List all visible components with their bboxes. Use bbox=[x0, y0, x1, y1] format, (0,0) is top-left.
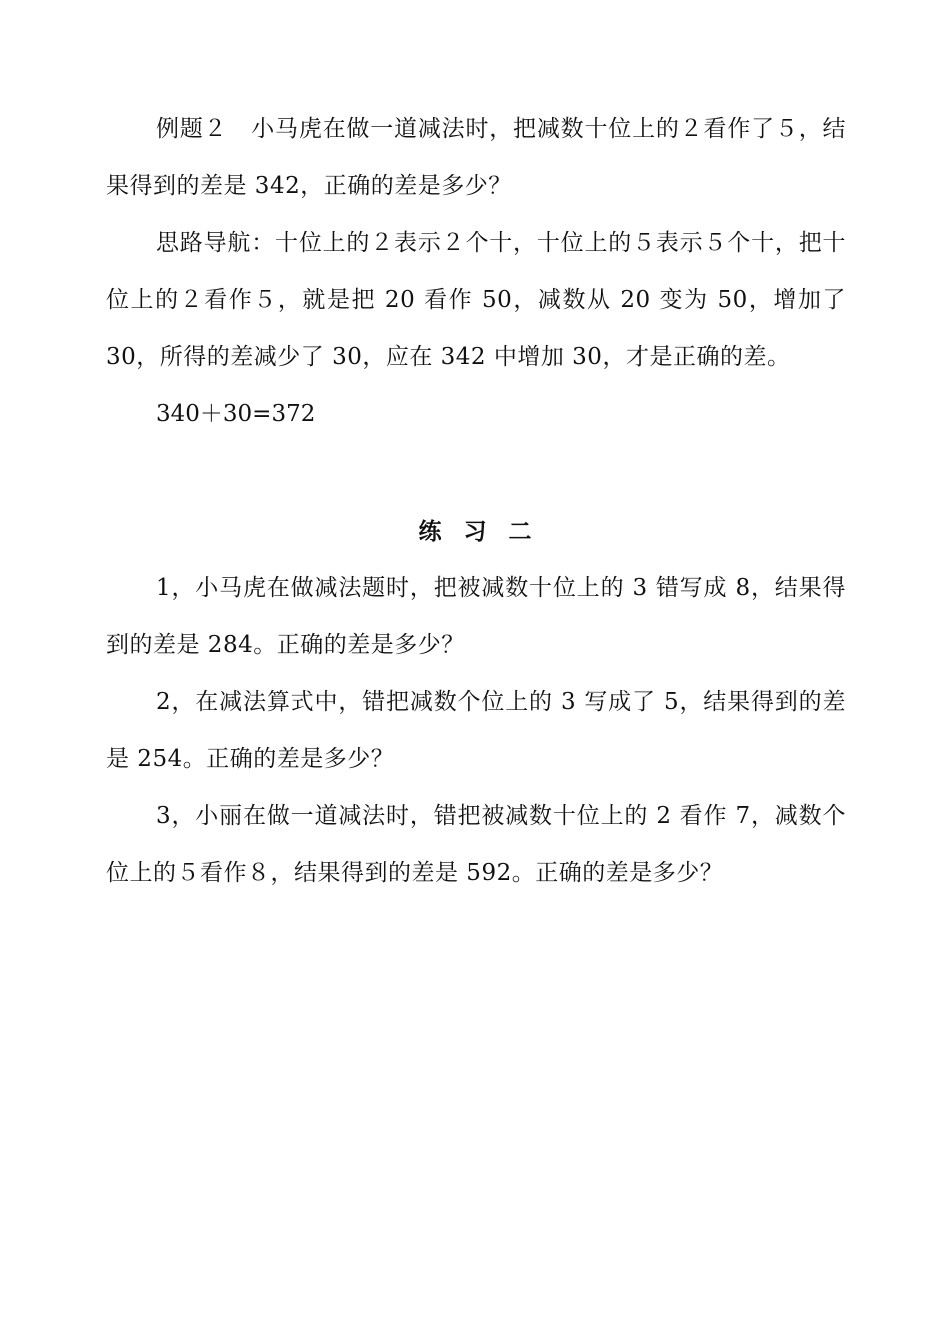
exercise-heading: 练习二 bbox=[418, 518, 554, 545]
example-problem-paragraph: 例题２ 小马虎在做一道减法时，把减数十位上的２看作了５，结果得到的差是 342，正确的差是多少？ bbox=[106, 116, 846, 199]
calculation-line: 340＋30=372 bbox=[156, 401, 316, 427]
exercise-item-3: 3，小丽在做一道减法时，错把被减数十位上的 2 看作 7，减数个位上的５看作８，结果得到的差是 592。正确的差是多少？ bbox=[106, 803, 846, 886]
exercise-item-1: 1，小马虎在做减法题时，把被减数十位上的 3 错写成 8，结果得到的差是 284。正确的差是多少？ bbox=[106, 575, 846, 658]
exercise-item-2: 2，在减法算式中，错把减数个位上的 3 写成了 5，结果得到的差是 254。正确的差是多少？ bbox=[106, 689, 846, 772]
solution-hint-paragraph: 思路导航：十位上的２表示２个十，十位上的５表示５个十，把十位上的２看作５，就是把 20 看作 50，减数从 20 变为 50，增加了 30，所得的差减少了 30，应在 342 中增加 30，才是正确的差。 bbox=[106, 230, 846, 370]
